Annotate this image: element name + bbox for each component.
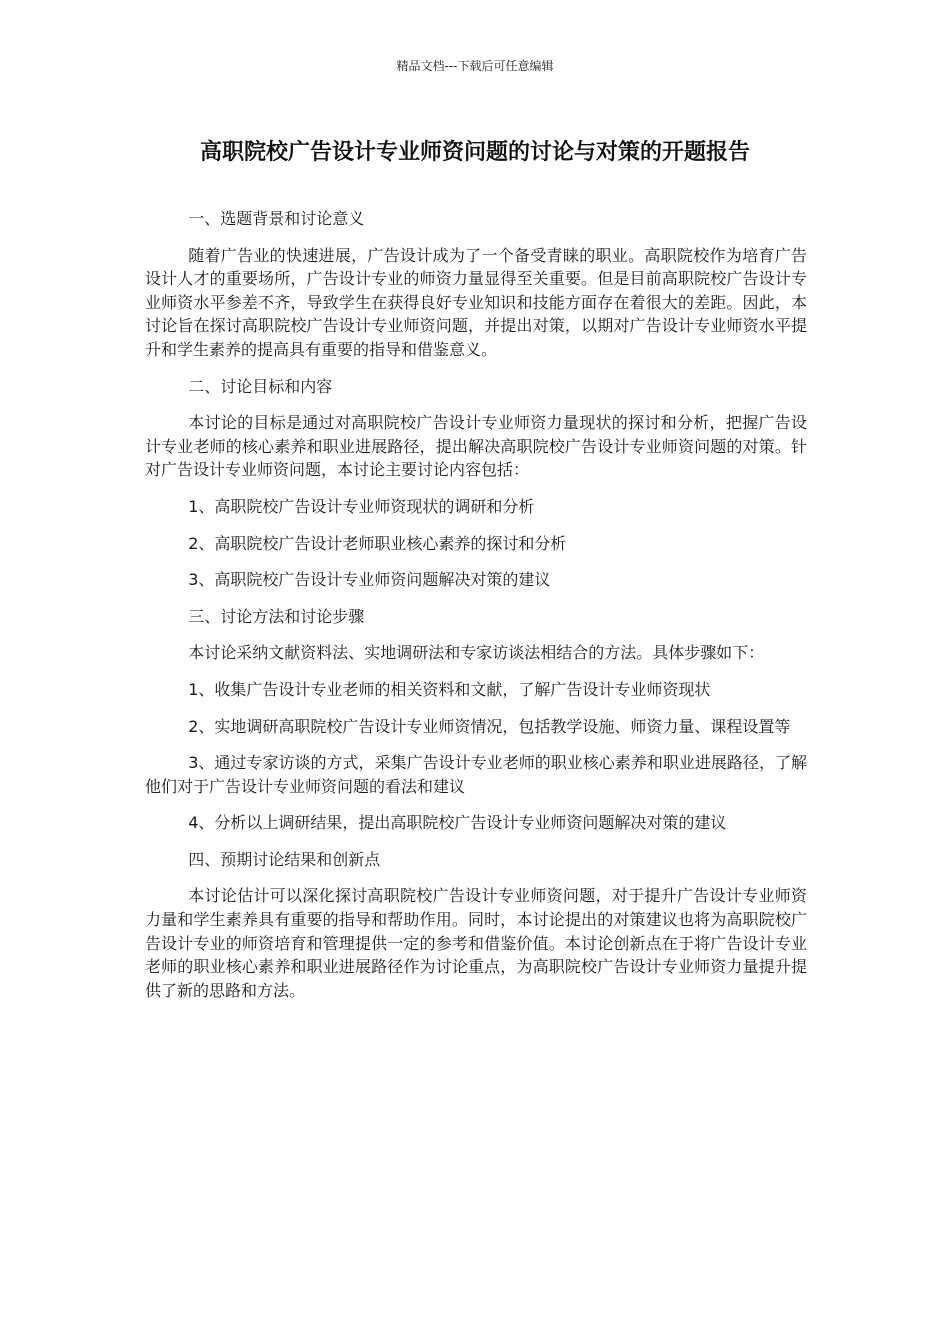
list-item-content-2: 2、高职院校广告设计老师职业核心素养的探讨和分析 <box>188 533 567 553</box>
paragraph-expected-results: 本讨论估计可以深化探讨高职院校广告设计专业师资问题，对于提升广告设计专业师资力量和学生素养具有重要的指导和帮助作用。同时，本讨论提出的对策建议也将为高职院校广告设计专业的师资培育和管理提供一定的参考和借鉴价值。本讨论创新点在于将广告设计专业老师的职业核心素养和职业进展路径作为讨论重点，为高职院校广告设计专业师资力量提升提供了新的思路和方法。 <box>145 886 807 1000</box>
paragraph-methods: 本讨论采纳文献资料法、实地调研法和专家访谈法相结合的方法。具体步骤如下： <box>188 643 765 663</box>
paragraph-objectives: 本讨论的目标是通过对高职院校广告设计专业师资力量现状的探讨和分析，把握广告设计专业老师的核心素养和职业进展路径，提出解决高职院校广告设计专业师资问题的对策。针对广告设计专业师资问题，本讨论主要讨论内容包括： <box>145 413 807 480</box>
list-item-step-4: 4、分析以上调研结果，提出高职院校广告设计专业师资问题解决对策的建议 <box>188 813 727 833</box>
section-heading-3: 三、讨论方法和讨论步骤 <box>188 606 365 626</box>
section-heading-2: 二、讨论目标和内容 <box>188 376 333 396</box>
document-body <box>145 207 807 1002</box>
list-item-step-1: 1、收集广告设计专业老师的相关资料和文献，了解广告设计专业师资现状 <box>188 679 711 699</box>
list-item-step-2: 2、实地调研高职院校广告设计专业师资情况，包括教学设施、师资力量、课程设置等 <box>188 716 791 736</box>
section-heading-4: 四、预期讨论结果和创新点 <box>188 849 381 869</box>
header-note: 精品文档---下载后可任意编辑 <box>396 59 554 73</box>
paragraph-background: 随着广告业的快速进展，广告设计成为了一个备受青睐的职业。高职院校作为培育广告设计人才的重要场所，广告设计专业的师资力量显得至关重要。但是目前高职院校广告设计专业师资水平参差不齐，导致学生在获得良好专业知识和技能方面存在着很大的差距。因此，本讨论旨在探讨高职院校广告设计专业师资问题，并提出对策，以期对广告设计专业师资水平提升和学生素养的提高具有重要的指导和借鉴意义。 <box>145 245 807 359</box>
list-item-content-1: 1、高职院校广告设计专业师资现状的调研和分析 <box>188 496 535 516</box>
list-item-step-3: 3、通过专家访谈的方式，采集广告设计专业老师的职业核心素养和职业进展路径，了解他们对于广告设计专业师资问题的看法和建议 <box>145 753 807 796</box>
list-item-content-3: 3、高职院校广告设计专业师资问题解决对策的建议 <box>188 570 551 590</box>
document-title: 高职院校广告设计专业师资问题的讨论与对策的开题报告 <box>199 140 750 165</box>
section-heading-1: 一、选题背景和讨论意义 <box>188 209 365 228</box>
